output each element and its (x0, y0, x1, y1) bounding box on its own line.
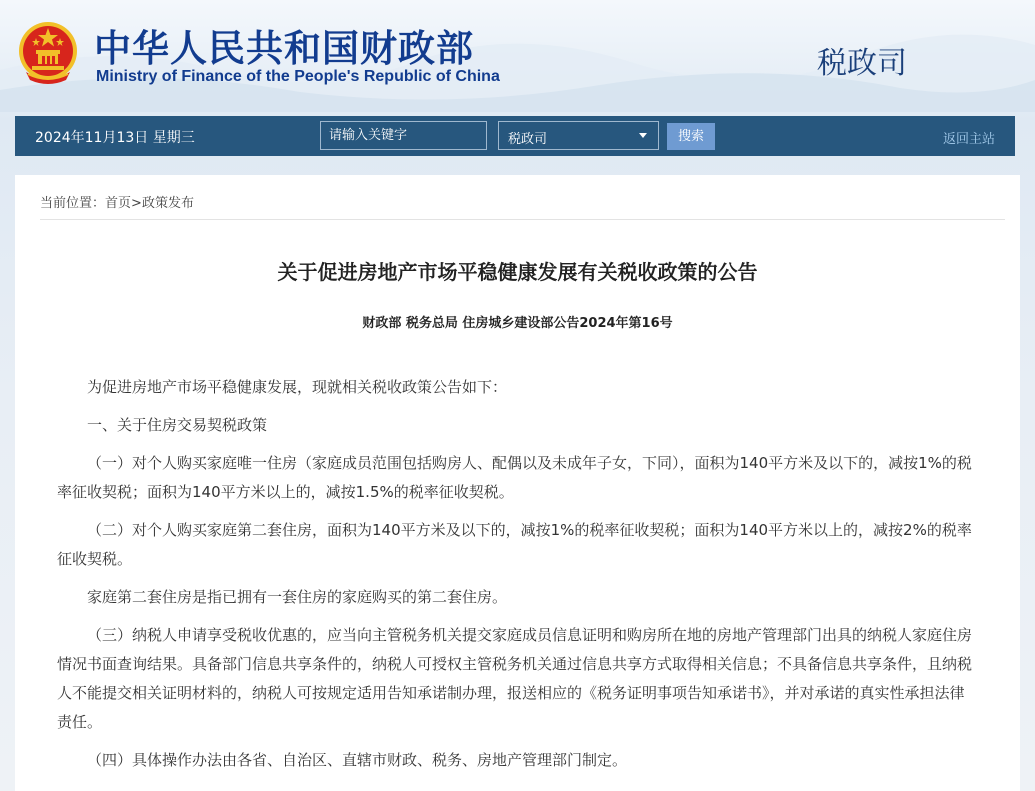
department-name: 税政司 (817, 46, 907, 81)
document-number: 财政部 税务总局 住房城乡建设部公告2024年第16号 (362, 316, 673, 331)
article-body (57, 373, 977, 784)
back-to-main-link[interactable]: 返回主站 (942, 132, 995, 147)
paragraph: 一、关于住房交易契税政策 (87, 416, 268, 434)
department-select-value: 税政司 (508, 132, 548, 147)
breadcrumb-prefix: 当前位置： (40, 196, 106, 211)
breadcrumb (40, 192, 194, 211)
paragraph: （二）对个人购买家庭第二套住房，面积为140平方米及以下的，减按1%的税率征收契税；面积为140平方米以上的，减按2%的税率征收契税。 (57, 521, 972, 568)
paragraph: （一）对个人购买家庭唯一住房（家庭成员范围包括购房人、配偶以及未成年子女，下同），面积为140平方米及以下的，减按1%的税率征收契税；面积为140平方米以上的，减按1.5%的税率征收契税。 (57, 454, 972, 501)
chevron-down-icon (639, 133, 647, 138)
paragraph: （三）纳税人申请享受税收优惠的，应当向主管税务机关提交家庭成员信息证明和购房所在地的房地产管理部门出具的纳税人家庭住房情况书面查询结果。具备部门信息共享条件的，纳税人可授权主管税务机关通过信息共享方式取得相关信息；不具备信息共享条件，且纳税人不能提交相关证明材料的，纳税人可按规定适用告知承诺制办理，报送相应的《税务证明事项告知承诺书》，并对承诺的真实性承担法律责任。 (57, 626, 973, 731)
paragraph: 为促进房地产市场平稳健康发展，现就相关税收政策公告如下： (87, 378, 508, 396)
divider (40, 219, 1005, 220)
search-button[interactable]: 搜索 (667, 123, 715, 150)
nav-bar (15, 116, 1015, 156)
site-header (0, 0, 1035, 112)
paragraph: 家庭第二套住房是指已拥有一套住房的家庭购买的第二套住房。 (87, 588, 508, 606)
breadcrumb-current-link[interactable]: 政策发布 (141, 196, 194, 211)
current-date: 2024年11月13日 星期三 (35, 130, 195, 146)
article-title: 关于促进房地产市场平稳健康发展有关税收政策的公告 (277, 260, 758, 284)
breadcrumb-home-link[interactable]: 首页 (105, 196, 132, 211)
paragraph: （四）具体操作办法由各省、自治区、直辖市财政、税务、房地产管理部门制定。 (87, 751, 628, 769)
search-input[interactable] (320, 121, 487, 150)
article-container (15, 175, 1020, 791)
national-emblem-icon[interactable] (16, 20, 80, 86)
ministry-title-en[interactable]: Ministry of Finance of the People's Republic of China (96, 68, 500, 85)
department-select[interactable] (498, 121, 659, 150)
breadcrumb-separator: > (131, 196, 142, 211)
ministry-title-cn[interactable]: 中华人民共和国财政部 (94, 27, 474, 70)
